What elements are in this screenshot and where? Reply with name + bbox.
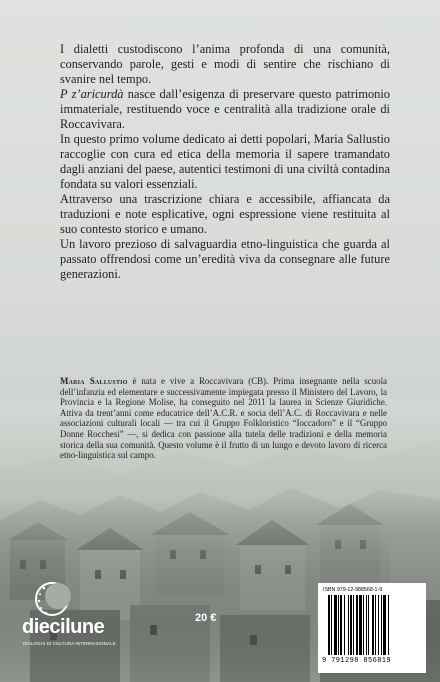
blurb-text: nasce dall’esigenza di preservare questo patrimonio immateriale, restituendo voce e centralità alla tradizione orale di Roccavivara. <box>60 87 390 131</box>
back-cover-blurb <box>60 42 390 282</box>
barcode-digits: 9 791298 856819 <box>322 657 392 665</box>
isbn-number: ISBN 979-12-988568-1-9 <box>323 587 383 593</box>
book-title: P z’aricurdà <box>60 87 124 101</box>
barcode-bars <box>328 595 416 655</box>
author-bio-text: è nata e vive a Roccavivara (CB). Prima insegnante nella scuola dell’infanzia ed elementare e successivamente impiegata presso il Ministero del Lavoro, la Provincia e la Regione Molise, ha conseguito nel 2011 la laurea in Scienze Giuridiche. Attiva da trent’anni come educatrice dell’A.C.R. e socia dell’A.C. di Roccavivara e nelle associazioni culturali locali — tra cui il Gruppo Folkloristico “Ioccadoro” e il “Gruppo Donne Rocchesi” —, si dedica con passione alla tutela delle tradizioni e della memoria storica della sua comunità. Questo volume è il frutto di un lungo e devoto lavoro di ricerca etno-linguistica sul campo. <box>60 376 387 461</box>
isbn-barcode <box>318 583 426 673</box>
moon-icon <box>32 580 72 618</box>
author-bio <box>60 376 387 461</box>
publisher-name: diecilune <box>22 616 105 638</box>
blurb-paragraph: I dialetti custodiscono l’anima profonda di una comunità, conservando parole, gesti e modi di sentire che rischiano di svanire nel tempo. <box>60 42 390 86</box>
blurb-paragraph: Un lavoro prezioso di salvaguardia etno-linguistica che guarda al passato offrendosi come un’eredità viva da consegnare alle future generazioni. <box>60 237 390 281</box>
publisher-logo <box>20 580 125 655</box>
price-label: 20 € <box>195 612 217 624</box>
blurb-paragraph <box>60 87 390 132</box>
author-name: Maria Sallustio <box>60 376 128 386</box>
blurb-paragraph: In questo primo volume dedicato ai detti popolari, Maria Sallustio raccoglie con cura ed etica della memoria il sapere tramandato dagli anziani del paese, autentici testimoni di una civiltà contadina fondata su valori essenziali. <box>60 132 390 191</box>
publisher-tagline: DIALOGHI DI CULTURA INTERNAZIONALE <box>23 641 116 646</box>
blurb-paragraph: Attraverso una trascrizione chiara e accessibile, affiancata da traduzioni e note esplicative, ogni espressione viene restituita al suo contesto storico e umano. <box>60 192 390 236</box>
